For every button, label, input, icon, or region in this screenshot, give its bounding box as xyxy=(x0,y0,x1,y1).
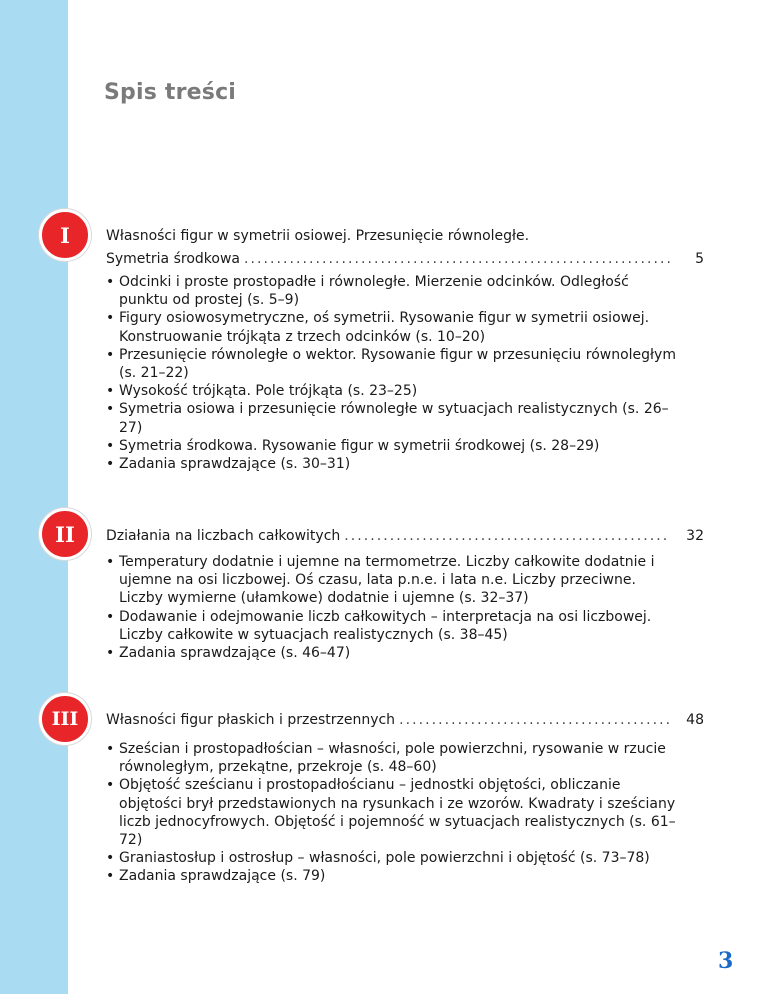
list-item: • Sześcian i prostopadłościan – własności, pole powierzchni, rysowanie w rzucie równoległym, przekątne, przekroje (s. 48–60) xyxy=(106,740,676,776)
chapter-title-leader xyxy=(106,525,704,548)
chapter-badge: I xyxy=(39,209,91,261)
chapter-heading[interactable] xyxy=(106,225,704,271)
list-item: • Przesunięcie równoległe o wektor. Rysowanie figur w przesunięciu równoległym (s. 21–22) xyxy=(106,346,676,382)
list-item: • Zadania sprawdzające (s. 46–47) xyxy=(106,644,676,662)
list-item: • Symetria środkowa. Rysowanie figur w symetrii środkowej (s. 28–29) xyxy=(106,437,676,455)
list-item: • Dodawanie i odejmowanie liczb całkowitych – interpretacja na osi liczbowej. Liczby całkowite w sytuacjach realistycznych (s. 38–45) xyxy=(106,608,676,644)
chapter-heading[interactable] xyxy=(106,525,704,548)
chapter-title-line: Działania na liczbach całkowitych xyxy=(106,528,341,544)
dot-leader xyxy=(399,709,670,732)
dot-leader xyxy=(344,525,670,548)
list-item: • Objętość sześcianu i prostopadłościanu – jednostki objętości, obliczanie objętości brył przedstawionych na rysunkach i ze wzorów. Kwadraty i sześciany liczb jednocyfrowych. Objętość i pojemność w sytuacjach realistycznych (s. 61–72) xyxy=(106,776,676,849)
list-item: • Zadania sprawdzające (s. 30–31) xyxy=(106,455,676,473)
list-item: • Figury osiowosymetryczne, oś symetrii. Rysowanie figur w symetrii osiowej. Konstruowanie trójkąta z trzech odcinków (s. 10–20) xyxy=(106,309,676,345)
chapter-page-number: 5 xyxy=(695,251,704,267)
chapter-heading[interactable] xyxy=(106,709,704,732)
chapter-topic-list xyxy=(106,553,676,662)
page-title: Spis treści xyxy=(104,80,237,105)
list-item: • Wysokość trójkąta. Pole trójkąta (s. 23–25) xyxy=(106,382,676,400)
chapter-title-leader xyxy=(106,248,704,271)
dot-leader xyxy=(244,248,670,271)
chapter-topic-list xyxy=(106,740,676,886)
chapter-page-number: 32 xyxy=(686,528,704,544)
list-item: • Graniastosłup i ostrosłup – własności, pole powierzchni i objętość (s. 73–78) xyxy=(106,849,676,867)
list-item: • Zadania sprawdzające (s. 79) xyxy=(106,867,676,885)
list-item: • Symetria osiowa i przesunięcie równoległe w sytuacjach realistycznych (s. 26–27) xyxy=(106,400,676,436)
chapter-title-leader xyxy=(106,709,704,732)
chapter-page-number: 48 xyxy=(686,712,704,728)
page-number: 3 xyxy=(718,948,734,974)
chapter-title-line: Własności figur płaskich i przestrzennych xyxy=(106,712,396,728)
chapter-badge: II xyxy=(39,508,91,560)
chapter-badge: III xyxy=(39,693,91,745)
chapter-title-line: Własności figur w symetrii osiowej. Przesunięcie równoległe. xyxy=(106,228,530,244)
chapter-topic-list xyxy=(106,273,676,473)
chapter-title-line: Symetria środkowa xyxy=(106,251,240,267)
list-item: • Temperatury dodatnie i ujemne na termometrze. Liczby całkowite dodatnie i ujemne na osi liczbowej. Oś czasu, lata p.n.e. i lata n.e. Liczby przeciwne. Liczby wymierne (ułamkowe) dodatnie i ujemne (s. 32–37) xyxy=(106,553,676,608)
list-item: • Odcinki i proste prostopadłe i równoległe. Mierzenie odcinków. Odległość punktu od prostej (s. 5–9) xyxy=(106,273,676,309)
side-color-band xyxy=(0,0,68,994)
